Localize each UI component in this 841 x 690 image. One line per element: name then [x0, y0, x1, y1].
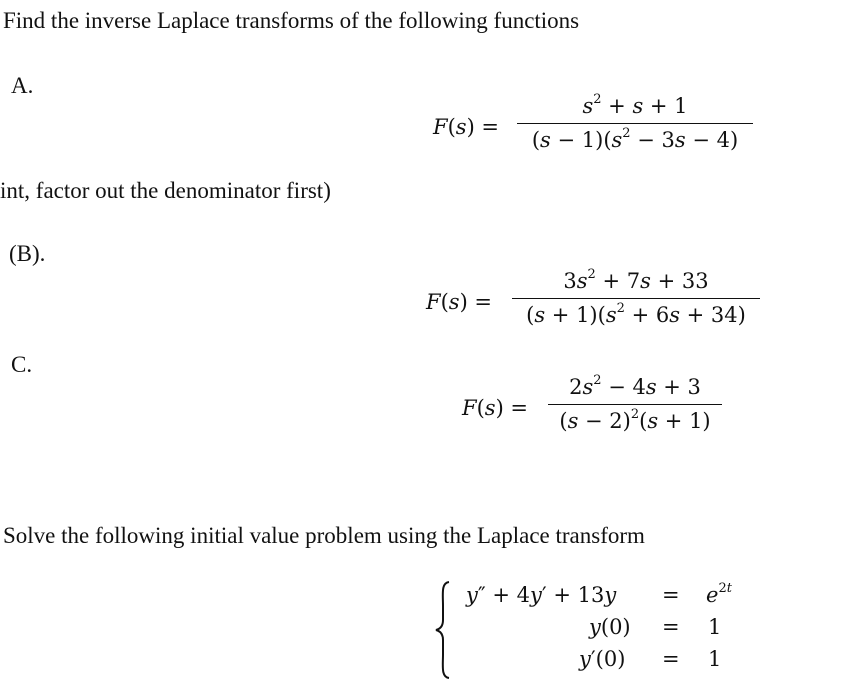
problem-b-numerator: $3s^2 + 7s + 33$	[563, 267, 709, 293]
problem-a-fraction	[517, 94, 753, 152]
ivp-row-3-eq: =	[662, 647, 680, 671]
ivp-row-1-eq: =	[662, 583, 680, 607]
fraction-bar	[548, 404, 722, 405]
left-brace	[432, 580, 454, 680]
problem-c-lhs: F(s) =	[462, 396, 529, 420]
problem-c-numerator: $2s^2 - 4s + 3$	[569, 373, 701, 399]
ivp-row-2-rhs: 1	[708, 615, 722, 639]
ivp-row-3-rhs: 1	[708, 647, 722, 671]
problem-c-label: C.	[11, 352, 33, 377]
problem-b-fraction	[512, 269, 760, 327]
ivp-row-1-rhs: $e^{2t}$	[706, 581, 732, 607]
problem-a-denominator: $(s - 1)(s^2 - 3s - 4)$	[531, 126, 739, 153]
problem-a-hint: int, factor out the denominator first)	[0, 178, 331, 203]
problem-b-label: (B).	[9, 241, 46, 266]
problem-c-fraction	[548, 375, 722, 433]
ivp-row-2-lhs: y(0)	[589, 615, 631, 639]
ivp-row-2-eq: =	[662, 615, 680, 639]
ivp-heading: Solve the following initial value problem using the Laplace transform	[3, 523, 645, 548]
fraction-bar	[517, 123, 753, 124]
ivp-row-3-lhs: y′(0)	[579, 647, 626, 671]
problem-a-numerator: $s^2 + s + 1$	[582, 92, 688, 118]
fraction-bar	[512, 298, 760, 299]
problem-heading: Find the inverse Laplace transforms of the following functions	[3, 8, 580, 33]
ivp-row-1-lhs: y″ + 4y′ + 13y	[466, 583, 617, 607]
problem-c-denominator: $(s - 2)^2(s + 1)$	[559, 407, 711, 434]
problem-a-lhs: F(s) =	[433, 115, 500, 139]
problem-a-label: A.	[11, 73, 34, 98]
problem-b-denominator: $(s + 1)(s^2 + 6s + 34)$	[526, 301, 746, 328]
problem-b-lhs: F(s) =	[426, 290, 493, 314]
